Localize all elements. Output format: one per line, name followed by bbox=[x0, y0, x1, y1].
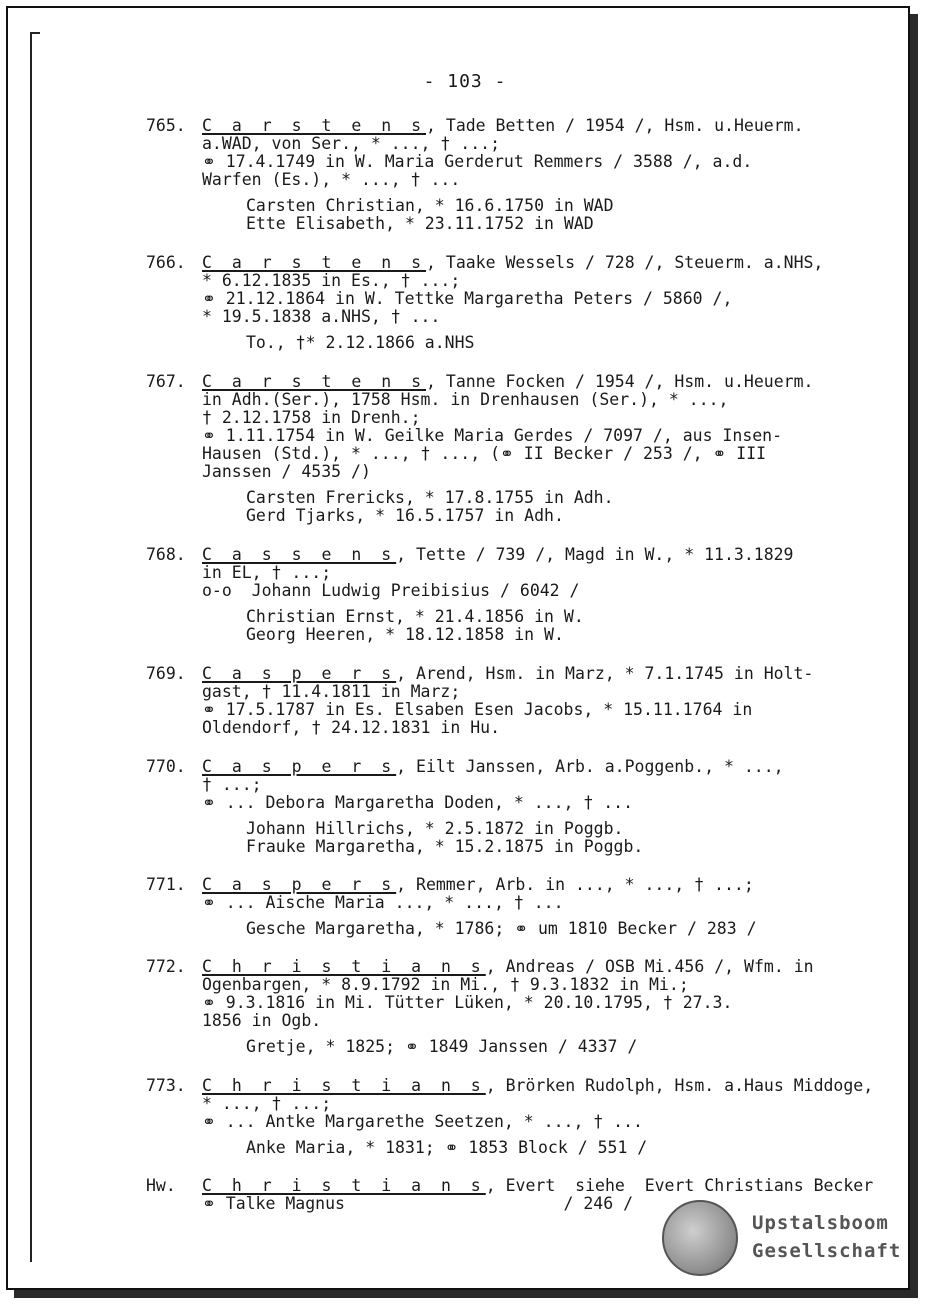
entry-text: , Remmer, Arb. in ..., * ..., † ...; bbox=[396, 875, 754, 894]
entry-heading-line bbox=[146, 758, 866, 776]
entry-line bbox=[146, 582, 866, 600]
entry-line bbox=[146, 1113, 866, 1131]
child-line: Christian Ernst, * 21.4.1856 in W. bbox=[246, 607, 584, 626]
entry-text: Ogenbargen, * 8.9.1792 in Mi., † 9.3.1832 in Mi.; bbox=[202, 975, 689, 994]
entry-text: ⚭ 1.11.1754 in W. Geilke Maria Gerdes / 7097 /, aus Insen- bbox=[202, 426, 783, 445]
entry-text: ⚭ 17.5.1787 in Es. Elsaben Esen Jacobs, * 15.11.1764 in bbox=[202, 700, 753, 719]
entry bbox=[146, 254, 866, 352]
entry-text: o-o Johann Ludwig Preibisius / 6042 / bbox=[202, 581, 580, 600]
entry-heading-line bbox=[146, 117, 866, 135]
entry bbox=[146, 665, 866, 737]
surname: C h r i s t i a n s bbox=[202, 1076, 486, 1095]
child-line: To., †* 2.12.1866 a.NHS bbox=[246, 333, 475, 352]
entry-number: Hw. bbox=[146, 1176, 176, 1195]
entry-number: 771. bbox=[146, 875, 186, 894]
entry-text: Hausen (Std.), * ..., † ..., (⚭ II Becker / 253 /, ⚭ III bbox=[202, 444, 767, 463]
entry-number: 766. bbox=[146, 253, 186, 272]
entry-number: 765. bbox=[146, 116, 186, 135]
child-line: Gerd Tjarks, * 16.5.1757 in Adh. bbox=[246, 506, 564, 525]
entry-text: ⚭ 9.3.1816 in Mi. Tütter Lüken, * 20.10.1795, † 27.3. bbox=[202, 993, 733, 1012]
entry bbox=[146, 373, 866, 525]
entry-text: Janssen / 4535 /) bbox=[202, 462, 371, 481]
logo-line-2: Gesellschaft bbox=[752, 1240, 902, 1262]
surname: C a r s t e n s bbox=[202, 253, 427, 272]
entry-number: 768. bbox=[146, 545, 186, 564]
entry-text: ⚭ 17.4.1749 in W. Maria Gerderut Remmers / 3588 /, a.d. bbox=[202, 152, 753, 171]
margin-rule bbox=[30, 32, 32, 1262]
child-line: Ette Elisabeth, * 23.11.1752 in WAD bbox=[246, 214, 594, 233]
entry-line bbox=[146, 719, 866, 737]
child-line: Johann Hillrichs, * 2.5.1872 in Poggb. bbox=[246, 819, 624, 838]
entry-heading-line bbox=[146, 876, 866, 894]
entry-text: ⚭ 21.12.1864 in W. Tettke Margaretha Peters / 5860 /, bbox=[202, 289, 733, 308]
surname: C a r s t e n s bbox=[202, 116, 427, 135]
entry-text: , Tanne Focken / 1954 /, Hsm. u.Heuerm. bbox=[426, 372, 814, 391]
entry-line bbox=[146, 463, 866, 481]
entry-line bbox=[146, 427, 866, 445]
entry-text: ⚭ ... Aische Maria ..., * ..., † ... bbox=[202, 893, 564, 912]
entry bbox=[146, 1076, 874, 1157]
surname: C a s p e r s bbox=[202, 757, 397, 776]
entry-text: Warfen (Es.), * ..., † ... bbox=[202, 170, 461, 189]
entry-line bbox=[146, 409, 866, 427]
entry bbox=[146, 758, 866, 856]
entry-text: in Adh.(Ser.), 1758 Hsm. in Drenhausen (Ser.), * ..., bbox=[202, 390, 729, 409]
entry-line bbox=[146, 135, 866, 153]
entry bbox=[146, 546, 866, 644]
surname: C h r i s t i a n s bbox=[202, 957, 486, 976]
entry bbox=[146, 958, 866, 1056]
seal-icon bbox=[662, 1200, 738, 1276]
entry-line bbox=[146, 683, 866, 701]
entry-line bbox=[146, 564, 866, 582]
entry-heading-line bbox=[146, 254, 866, 272]
page-number: - 103 - bbox=[423, 71, 507, 92]
entry-heading-line bbox=[146, 546, 866, 564]
entry-text: , Andreas / OSB Mi.456 /, Wfm. in bbox=[485, 957, 814, 976]
entry-text: † 2.12.1758 in Drenh.; bbox=[202, 408, 421, 427]
upstalsboom-logo bbox=[662, 1200, 922, 1280]
entry-text: , Tette / 739 /, Magd in W., * 11.3.1829 bbox=[396, 545, 794, 564]
child-line: Gesche Margaretha, * 1786; ⚭ um 1810 Becker / 283 / bbox=[246, 919, 757, 938]
entry-line bbox=[146, 794, 866, 812]
entry bbox=[146, 117, 866, 233]
child-line: Frauke Margaretha, * 15.2.1875 in Poggb. bbox=[246, 837, 644, 856]
entry-number: 772. bbox=[146, 957, 186, 976]
entry-text: , Brörken Rudolph, Hsm. a.Haus Middoge, bbox=[485, 1076, 874, 1095]
entry-text: , Taake Wessels / 728 /, Steuerm. a.NHS, bbox=[426, 253, 824, 272]
logo-line-1: Upstalsboom bbox=[752, 1212, 889, 1234]
entry-heading-line bbox=[146, 373, 866, 391]
entry-text: gast, † 11.4.1811 in Marz; bbox=[202, 682, 461, 701]
entry-line bbox=[146, 171, 866, 189]
entry-line bbox=[146, 153, 866, 171]
surname: C a s s e n s bbox=[202, 545, 397, 564]
entry-line bbox=[146, 776, 866, 794]
entry-text: in EL, † ...; bbox=[202, 563, 332, 582]
entry-text: , Arend, Hsm. in Marz, * 7.1.1745 in Holt- bbox=[396, 664, 814, 683]
entry-text: , Eilt Janssen, Arb. a.Poggenb., * ..., bbox=[396, 757, 784, 776]
entry-heading-line bbox=[146, 665, 866, 683]
child-line: Anke Maria, * 1831; ⚭ 1853 Block / 551 / bbox=[246, 1138, 648, 1157]
surname: C a r s t e n s bbox=[202, 372, 427, 391]
entry-heading-line bbox=[146, 958, 866, 976]
entry-text: † ...; bbox=[202, 775, 262, 794]
entry-text: , Evert siehe Evert Christians Becker bbox=[485, 1176, 874, 1195]
entry-text: * 6.12.1835 in Es., † ...; bbox=[202, 271, 461, 290]
entry-number: 773. bbox=[146, 1076, 186, 1095]
entry-number: 770. bbox=[146, 757, 186, 776]
entry-text: ⚭ ... Antke Margarethe Seetzen, * ..., † ... bbox=[202, 1112, 643, 1131]
child-line: Georg Heeren, * 18.12.1858 in W. bbox=[246, 625, 564, 644]
entry-line bbox=[146, 290, 866, 308]
entry bbox=[146, 876, 866, 938]
entry-number: 767. bbox=[146, 372, 186, 391]
entry-line bbox=[146, 1095, 866, 1113]
surname: C h r i s t i a n s bbox=[202, 1176, 486, 1195]
entry-text: ⚭ Talke Magnus / 246 / bbox=[202, 1194, 634, 1213]
entry-line bbox=[146, 701, 866, 719]
entry-line bbox=[146, 994, 866, 1012]
surname: C a s p e r s bbox=[202, 664, 397, 683]
entry-line bbox=[146, 976, 866, 994]
child-line: Carsten Christian, * 16.6.1750 in WAD bbox=[246, 196, 614, 215]
entry-line bbox=[146, 308, 866, 326]
entry-number: 769. bbox=[146, 664, 186, 683]
entry-text: ⚭ ... Debora Margaretha Doden, * ..., † ... bbox=[202, 793, 634, 812]
entry-heading-line bbox=[146, 1176, 874, 1195]
child-line: Carsten Frericks, * 17.8.1755 in Adh. bbox=[246, 488, 614, 507]
entry-line bbox=[146, 1012, 866, 1030]
entry-text: , Tade Betten / 1954 /, Hsm. u.Heuerm. bbox=[426, 116, 804, 135]
entry-heading-line bbox=[146, 1076, 874, 1095]
child-line: Gretje, * 1825; ⚭ 1849 Janssen / 4337 / bbox=[246, 1037, 638, 1056]
entry-text: Oldendorf, † 24.12.1831 in Hu. bbox=[202, 718, 501, 737]
entry-text: 1856 in Ogb. bbox=[202, 1011, 322, 1030]
entry-line bbox=[146, 391, 866, 409]
entry-text: a.WAD, von Ser., * ..., † ...; bbox=[202, 134, 501, 153]
entry-text: * ..., † ...; bbox=[202, 1094, 332, 1113]
surname: C a s p e r s bbox=[202, 875, 397, 894]
entry-line bbox=[146, 445, 866, 463]
entry-line bbox=[146, 894, 866, 912]
entry-text: * 19.5.1838 a.NHS, † ... bbox=[202, 307, 441, 326]
entry-line bbox=[146, 272, 866, 290]
margin-rule-tick bbox=[30, 32, 40, 34]
